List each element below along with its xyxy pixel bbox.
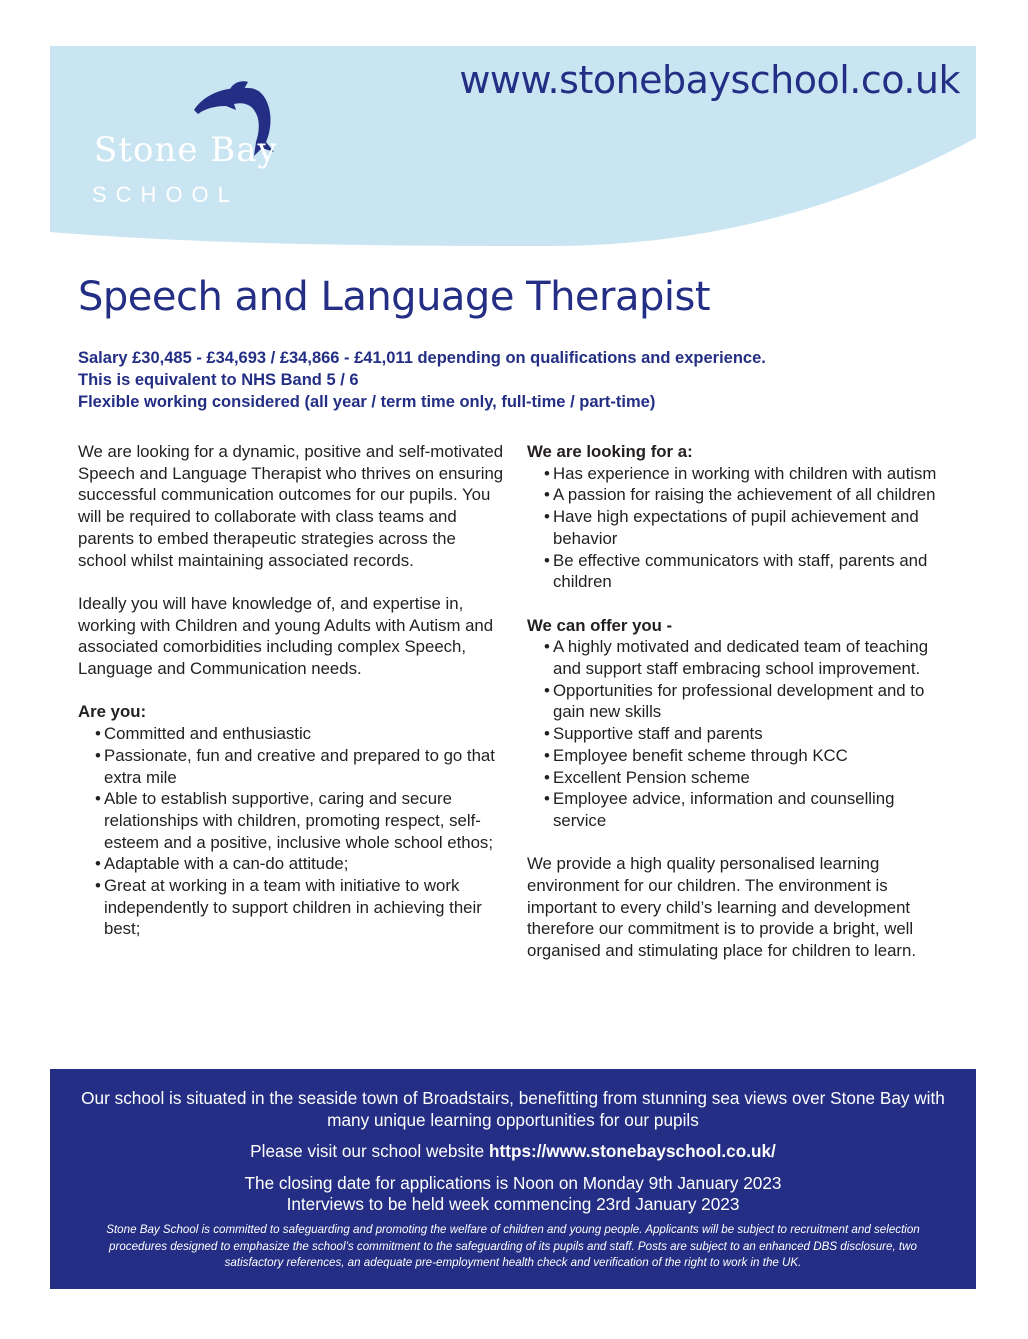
bullet-icon: •: [544, 745, 550, 765]
logo-subtitle: SCHOOL: [92, 182, 239, 207]
list-item: • Adaptable with a can-do attitude;: [95, 854, 349, 874]
list-item: • Has experience in working with children with autism: [544, 463, 937, 483]
website-link[interactable]: https://www.stonebayschool.co.uk/: [489, 1141, 776, 1161]
list-item: • Employee advice, information and counselling service: [544, 789, 895, 830]
bullet-icon: •: [544, 637, 550, 657]
bullet-icon: •: [544, 485, 550, 505]
band-line: This is equivalent to NHS Band 5 / 6: [78, 371, 359, 389]
bullet-icon: •: [95, 745, 101, 765]
flexible-working-line: Flexible working considered (all year / term time only, full-time / part-time): [78, 393, 656, 411]
list-item: • Employee benefit scheme through KCC: [544, 745, 848, 765]
learning-environment-paragraph: We provide a high quality personalised learning environment for our children. The environment is important to every child’s learning and development therefore our commitment is to provide a bright, well organised and stimulating place for children to learn.: [527, 854, 916, 961]
salary-block: [78, 347, 766, 413]
list-item: • Opportunities for professional development and to gain new skills: [544, 680, 925, 722]
visit-website-line: [80, 1141, 946, 1163]
salary-line: Salary £30,485 - £34,693 / £34,866 - £41,011 depending on qualifications and experience.: [78, 349, 766, 367]
intro-paragraph: We are looking for a dynamic, positive and self-motivated Speech and Language Therapist who thrives on ensuring successful communication outcomes for our pupils. You will be required to collaborate with class teams and parents to embed therapeutic strategies across the school whilst maintaining associated records.: [78, 442, 504, 570]
list-item: • Great at working in a team with initiative to work independently to support children in achieving their best;: [95, 876, 482, 939]
page-title: Speech and Language Therapist: [78, 274, 711, 320]
we-offer-heading: We can offer you -: [527, 615, 673, 635]
bullet-icon: •: [544, 550, 550, 570]
closing-date-text: The closing date for applications is Noon on Monday 9th January 2023: [244, 1173, 782, 1193]
list-item: • Committed and enthusiastic: [95, 724, 312, 744]
left-column: [78, 441, 508, 940]
footer-banner: [50, 1069, 976, 1289]
bullet-icon: •: [95, 876, 101, 896]
bullet-icon: •: [544, 463, 550, 483]
bullet-icon: •: [544, 767, 550, 787]
logo-name: Stone Bay: [94, 130, 278, 170]
header-banner: [50, 46, 976, 246]
list-item: • A passion for raising the achievement of all children: [544, 485, 936, 505]
visit-prefix: Please visit our school website: [250, 1141, 490, 1161]
list-item: • Able to establish supportive, caring and secure relationships with children, promoting respect, self-esteem and a positive, inclusive whole school ethos;: [95, 789, 493, 852]
bullet-icon: •: [544, 680, 550, 700]
list-item: • Be effective communicators with staff, parents and children: [544, 550, 928, 592]
bullet-icon: •: [544, 724, 550, 744]
header-website: www.stonebayschool.co.uk: [459, 58, 960, 102]
are-you-heading: Are you:: [78, 702, 147, 722]
looking-for-heading: We are looking for a:: [527, 442, 693, 461]
bullet-icon: •: [95, 789, 101, 809]
bullet-icon: •: [95, 724, 101, 744]
list-item: • A highly motivated and dedicated team of teaching and support staff embracing school improvement.: [544, 637, 929, 679]
bullet-icon: •: [544, 789, 550, 809]
bullet-icon: •: [95, 854, 101, 874]
knowledge-paragraph: Ideally you will have knowledge of, and expertise in, working with Children and young Adults with Autism and associated comorbidities including complex Speech, Language and Communication needs.: [78, 593, 494, 679]
list-item: • Supportive staff and parents: [544, 724, 763, 744]
safeguarding-statement: Stone Bay School is committed to safeguarding and promoting the welfare of children and young people. Applicants will be subject to recruitment and selection procedures designed to emphasize the school’s commitment to the safeguarding of its pupils and staff. Posts are subject to an enhanced DBS disclosure, two satisfactory references, an adequate pre-employment health check and verification of the right to work in the UK.: [106, 1223, 920, 1269]
list-item: • Passionate, fun and creative and prepared to go that extra mile: [95, 745, 495, 787]
bullet-icon: •: [544, 507, 550, 527]
list-item: • Excellent Pension scheme: [544, 767, 750, 787]
list-item: • Have high expectations of pupil achievement and behavior: [544, 507, 919, 548]
location-text: Our school is situated in the seaside town of Broadstairs, benefitting from stunning sea views over Stone Bay with many unique learning opportunities for our pupils: [81, 1088, 945, 1130]
right-column: [527, 441, 947, 962]
interview-date-text: Interviews to be held week commencing 23rd January 2023: [286, 1194, 740, 1214]
